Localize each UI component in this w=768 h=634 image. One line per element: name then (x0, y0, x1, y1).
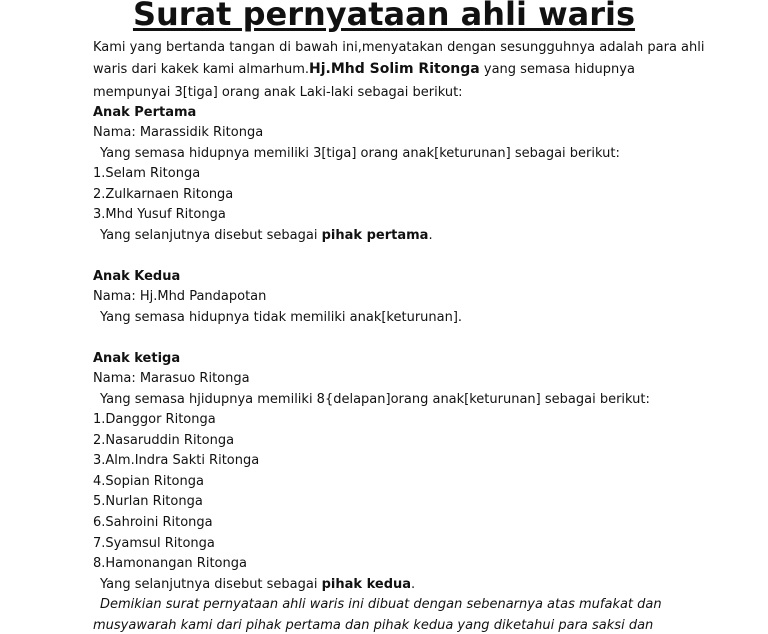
child-item: 2.Nasaruddin Ritonga (93, 433, 235, 448)
child-item: 3.Alm.Indra Sakti Ritonga (93, 453, 260, 468)
closing-period: . (411, 577, 416, 592)
deceased-name: Hj.Mhd Solim Ritonga (309, 61, 480, 77)
child-item: 3.Mhd Yusuf Ritonga (93, 207, 226, 222)
intro-line-2-text: waris dari kakek kami almarhum. (93, 62, 310, 77)
intro-line-2-tail: yang semasa hidupnya (479, 62, 635, 77)
desc-anak-kedua: Yang semasa hidupnya tidak memiliki anak[keturunan]. (100, 310, 463, 325)
child-item: 1.Danggor Ritonga (93, 412, 216, 427)
nama-anak-pertama: Nama: Marassidik Ritonga (93, 125, 264, 140)
closing-text: Yang selanjutnya disebut sebagai (100, 577, 322, 592)
heading-anak-kedua: Anak Kedua (93, 269, 181, 284)
desc-anak-ketiga: Yang semasa hjidupnya memiliki 8{delapan]orang anak[keturunan] sebagai berikut: (100, 392, 650, 407)
heading-anak-ketiga: Anak ketiga (93, 351, 181, 366)
desc-anak-pertama: Yang semasa hidupnya memiliki 3[tiga] orang anak[keturunan] sebagai berikut: (100, 146, 620, 161)
child-item: 2.Zulkarnaen Ritonga (93, 187, 234, 202)
pihak-pertama-label: pihak pertama (321, 228, 429, 243)
document-title: Surat pernyataan ahli waris (132, 0, 636, 33)
child-item: 6.Sahroini Ritonga (93, 515, 213, 530)
intro-line-2 (93, 61, 635, 78)
nama-anak-ketiga: Nama: Marasuo Ritonga (93, 371, 250, 386)
heading-anak-pertama: Anak Pertama (93, 105, 197, 120)
child-item: 5.Nurlan Ritonga (93, 494, 203, 509)
nama-anak-kedua: Nama: Hj.Mhd Pandapotan (93, 289, 267, 304)
closing-anak-pertama (100, 227, 433, 244)
child-item: 8.Hamonangan Ritonga (93, 556, 247, 571)
pihak-kedua-label: pihak kedua (321, 577, 412, 592)
closing-line-1: Demikian surat pernyataan ahli waris ini dibuat dengan sebenarnya atas mufakat dan (100, 597, 662, 612)
closing-anak-ketiga (100, 576, 415, 593)
closing-period: . (428, 228, 433, 243)
closing-line-2: musyawarah kami dari pihak pertama dan pihak kedua yang diketahui para saksi dan (93, 618, 654, 633)
child-item: 4.Sopian Ritonga (93, 474, 204, 489)
child-item: 7.Syamsul Ritonga (93, 536, 215, 551)
intro-line-1: Kami yang bertanda tangan di bawah ini,menyatakan dengan sesungguhnya adalah para ahli (93, 40, 705, 55)
child-item: 1.Selam Ritonga (93, 166, 201, 181)
intro-line-3: mempunyai 3[tiga] orang anak Laki-laki sebagai berikut: (93, 85, 463, 100)
closing-text: Yang selanjutnya disebut sebagai (100, 228, 322, 243)
